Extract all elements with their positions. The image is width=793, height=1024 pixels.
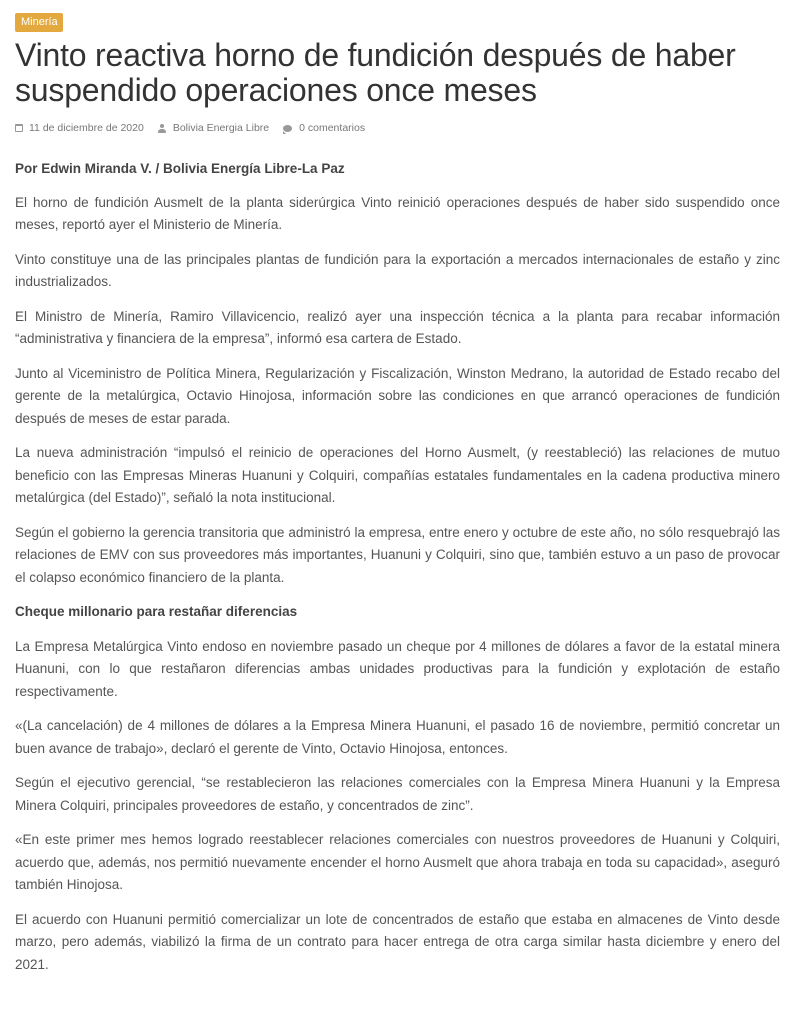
meta-comments <box>283 122 365 134</box>
comment-icon <box>283 125 292 132</box>
paragraph-11: El acuerdo con Huanuni permitió comercializar un lote de concentrados de estaño que estaba en almacenes de Vinto desde marzo, pero además, viabilizó la firma de un contrato para hacer entrega de otra carga similar hasta diciembre y enero del 2021. <box>15 911 780 972</box>
meta-date <box>15 122 144 134</box>
title-line-2: suspendido operaciones once meses <box>15 72 537 108</box>
paragraph-8: «(La cancelación) de 4 millones de dólares a la Empresa Minera Huanuni, el pasado 16 de noviembre, permitió concretar un buen avance de trabajo», declaró el gerente de Vinto, Octavio Hinojosa, entonces. <box>15 718 780 756</box>
paragraph-6: Según el gobierno la gerencia transitoria que administró la empresa, entre enero y octubre de este año, no sólo resquebrajó las relaciones de EMV con sus proveedores más importantes, Huanuni y Colquiri, sino que, también estuvo a un paso de provocar el colapso económico financiero de la planta. <box>15 524 780 585</box>
paragraph-10: «En este primer mes hemos logrado reestablecer relaciones comerciales con nuestros proveedores de Huanuni y Colquiri, acuerdo que, además, nos permitió nuevamente encender el horno Ausmelt que ahora trabaja en toda su capacidad», aseguró también Hinojosa. <box>15 832 780 892</box>
article-title <box>15 38 780 108</box>
paragraph-5: La nueva administración “impulsó el reinicio de operaciones del Horno Ausmelt, (y reestableció) las relaciones de mutuo beneficio con las Empresas Mineras Huanuni y Colquiri, compañías estatales fundamentales en la cadena productiva minero metalúrgica (del Estado)”, señaló la nota institucional. <box>15 445 780 505</box>
date-link[interactable]: 11 de diciembre de 2020 <box>29 122 144 134</box>
byline: Por Edwin Miranda V. / Bolivia Energía Libre-La Paz <box>15 161 345 176</box>
section-subheading: Cheque millonario para restañar diferencias <box>15 604 298 619</box>
comments-link[interactable]: 0 comentarios <box>299 122 366 134</box>
calendar-icon <box>15 124 23 132</box>
paragraph-3: El Ministro de Minería, Ramiro Villavicencio, realizó ayer una inspección técnica a la planta para recabar información “administrativa y financiera de la empresa”, informó esa cartera de Estado. <box>15 308 780 346</box>
author-link[interactable]: Bolivia Energia Libre <box>172 122 270 134</box>
paragraph-2: Vinto constituye una de las principales plantas de fundición para la exportación a mercados internacionales de estaño y zinc industrializados. <box>15 251 780 289</box>
meta-author <box>158 122 269 134</box>
article-meta <box>15 121 780 135</box>
category-badge[interactable]: Minería <box>15 13 63 32</box>
paragraph-7: La Empresa Metalúrgica Vinto endoso en noviembre pasado un cheque por 4 millones de dólares a favor de la estatal minera Huanuni, con lo que restañaron diferencias ambas unidades productivas para la fundición y explotación de estaño respectivamente. <box>15 638 780 699</box>
paragraph-9: Según el ejecutivo gerencial, “se restablecieron las relaciones comerciales con la Empresa Minera Huanuni y la Empresa Minera Colquiri, principales proveedores de estaño, y concentrados de zinc”. <box>15 775 780 813</box>
user-icon <box>158 124 167 133</box>
paragraph-4: Junto al Viceministro de Política Minera, Regularización y Fiscalización, Winston Medrano, la autoridad de Estado recabo del gerente de la metalúrgica, Octavio Hinojosa, información sobre las condiciones en que arrancó operaciones de fundición después de meses de estar parada. <box>15 365 780 426</box>
paragraph-1: El horno de fundición Ausmelt de la planta siderúrgica Vinto reinició operaciones después de haber sido suspendido once meses, reportó ayer el Ministerio de Minería. <box>15 194 780 232</box>
article-content <box>15 158 780 976</box>
title-line-1: Vinto reactiva horno de fundición después de haber <box>15 37 736 73</box>
